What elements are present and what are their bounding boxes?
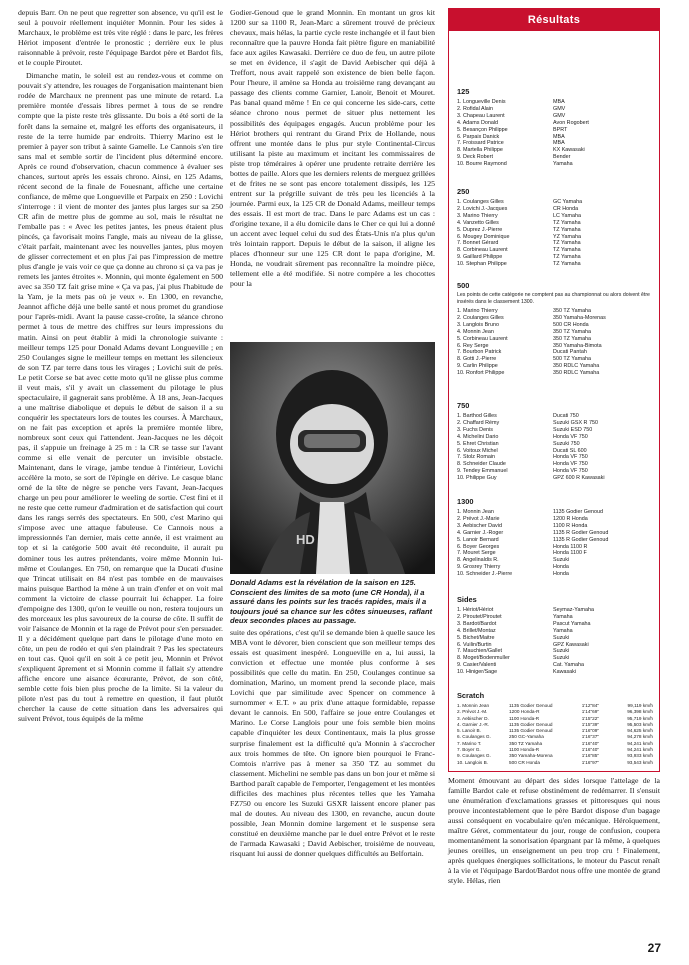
average-speed: 94,278 km/h [627,734,653,740]
result-row [457,662,653,669]
rider-name: 8. Corbineau Laurent [457,247,508,254]
machine-name: KX Kawasaki [553,147,585,154]
machine-name: TZ Yamaha [553,240,581,247]
result-row [457,199,653,206]
rider-name: 9. Carlin Philippe [457,363,498,370]
rider-name: 1. Monnin Jean [457,509,494,515]
rider-name: 6. Parpaix Danick [457,133,500,140]
machine-name: Honda VF 750 [553,461,588,468]
machine-name: Bender [553,154,571,161]
machine-name: 350 TZ Yamaha [553,308,592,314]
result-row [457,475,653,482]
machine-name: Suzuki 750 [553,440,580,447]
machine-name: GMV [553,112,566,119]
result-row [457,227,653,234]
rider-name: 2. Rofidal Alain [457,105,493,112]
results-category-1300: 1300 [457,497,474,506]
machine-name: MBA [553,133,565,140]
results-list [457,607,653,676]
result-row [457,607,653,614]
result-row [457,213,653,220]
rider-name: 7. Mouret Serge [457,550,496,557]
rider-name: 3. Langlois Bruno [457,321,499,328]
rider-name: 10. Stephan Philippe [457,261,507,268]
photo-caption: Donald Adams est la révélation de la saison en 125. Conscient des limites de sa moto (une CR Honda), il a assuré dans les points sur les tracés rapides, mais il a toujours joué sa chance sur les côtes sinueuses, raflant deux secondes places au passage. [230,578,433,626]
rider-name: 5. Lanoir B. [457,728,481,734]
rider-name: 7. Marino T. [457,740,482,746]
result-row [457,127,653,134]
machine-name: TZ Yamaha [553,247,581,254]
machine-name: TZ Yamaha [553,226,581,233]
machine-name: Seymaz-Yamaha [553,607,594,613]
machine-name: 350 TZ Yamaha [509,740,543,746]
machine-name: 350 TZ Yamaha [553,328,592,335]
rider-name: 2. Lovichi J.-Jacques [457,205,508,212]
scratch-list [457,703,653,766]
machine-name: 1135 Godier Genoud [553,509,603,515]
result-row [457,113,653,120]
result-row [457,648,653,655]
rider-name: 2. Piroutet/Piroutet [457,613,502,620]
machine-name: MBA [553,99,565,105]
rider-name: 9. Grosrey Thierry [457,564,501,571]
result-row [457,247,653,254]
rider-name: 7. Froissard Patrice [457,140,504,147]
rider-name: 2. Prévot J.-Marie [457,515,500,522]
result-row [457,363,653,370]
rider-photo [230,342,435,574]
machine-name: TZ Yamaha [553,219,581,226]
photo-hd-label: HD [296,532,315,547]
article-column-3-bottom [448,776,660,890]
rider-name: 7. Mauchien/Gallet [457,648,502,655]
rider-name: 3. Aebischer D. [457,715,489,721]
result-row [457,147,653,154]
machine-name: Avon Rogobert [553,119,589,126]
result-row [457,537,653,544]
article-column-2-top [230,8,435,292]
result-row [457,441,653,448]
rider-name: 8. Angelinaldis R. [457,557,499,564]
average-speed: 95,503 km/h [627,721,653,727]
results-category-500: 500 [457,281,470,290]
article-column-1 [18,8,223,727]
machine-name: Suzuki [553,634,570,641]
run-time: 1'14"69" [581,709,599,715]
machine-name: 500 TZ Yamaha [553,356,592,363]
result-row [457,614,653,621]
machine-name: LC Yamaha [553,212,581,219]
machine-name: 1100 R Honda [553,522,588,529]
rider-name: 9. Casier/Valenti [457,662,497,669]
result-row [457,370,653,377]
result-row [457,628,653,635]
rider-name: 3. Fuchs Denis [457,426,493,433]
machine-name: Honda [553,571,569,578]
result-row [457,550,653,557]
article-paragraph: suite des opérations, c'est qu'il se demande bien à quelle sauce les MBA vont le dévorer, bien conscient que son meilleur temps des essais est quasiment inespéré. Longueville en a, lui aussi, la conviction et effectue une montée plus conforme à ses possibilités que celle du matin. En 250, Coulanges continue sa domination, Marino, un moment prend la seconde place, mais Lovichi que par similitude avec Spencer on commence à surnommer « E.T. » au prix d'une attaque formidable, repasse devant le cannois. En 500, l'affaire se joue entre Coulanges et Marino. Le Corse Langlois pour une fois semble bien moins capable d'inquiéter les deux Continentaux, mais la plus grosse surprise finalement est la difficulté qu'a Monnin à s'accrocher aux trois hommes de tête. On ignore bien pourquoi le Franc-Comtois n'arrive pas à mener sa 350 TZ au sommet du classement. Michelini ne semble pas dans un bon jour et même si Barthod paraît capable de l'emporter, l'engagement et les montées difficiles des machines plus récentes telles que les Yamaha FZ750 ou encore les Suzuki GSXR laissent encore planer pas mal de doutes. Au niveau des 1300, en revanche, aucun doute possible, Jean Monnin domine largement et le suspense sera constitué en deuxième manche par le duel entre Prévot et le reste de l'armada Kawasaki ; David Aebischer, troisième de nouveau, risquant lui aussi de donner quelques difficultés au Belfortain. [230,628,435,859]
result-row [457,621,653,628]
rider-name: 9. Gaillard Philippe [457,254,503,261]
result-row [457,669,653,676]
rider-name: 7. Bourbon Patrick [457,349,502,356]
machine-name: Ducati SL 600 [553,447,587,454]
result-row [457,254,653,261]
rider-name: 5. Corbineau Laurent [457,335,508,342]
machine-name: GC Yamaha [553,199,583,205]
machine-name: 1100 Honda-R [509,715,540,721]
result-row [457,557,653,564]
rider-name: 1. Barthod Gilles [457,413,497,419]
result-row [457,329,653,336]
rider-name: 9. Tendey Emmanuel [457,468,508,475]
machine-name: YZ Yamaha [553,233,581,240]
rider-name: 7. Bonnet Gérard [457,240,499,247]
rider-name: 3. Aebischer David [457,522,502,529]
average-speed: 95,719 km/h [627,715,653,721]
rider-name: 5. Besançon Philippe [457,126,508,133]
machine-name: 350 RDLC Yamaha [553,370,600,377]
result-row [457,571,653,578]
run-time: 1'15"39" [581,721,599,727]
result-row [457,509,653,516]
run-time: 1'16"40" [581,740,599,746]
result-row [457,322,653,329]
rider-name: 10. Hiniger/Sage [457,669,498,676]
result-row [457,206,653,213]
result-row [457,635,653,642]
rider-name: 6. Boyer Georges [457,543,500,550]
results-category-125: 125 [457,87,470,96]
rider-name: 4. Brillet/Montaz [457,627,496,634]
machine-name: GPZ Kawasaki [553,641,589,648]
result-row [457,434,653,441]
rider-name: 6. Rey Serge [457,342,489,349]
machine-name: 500 CR Honda [553,321,589,328]
result-row [457,315,653,322]
machine-name: 350 Yamaha-Bimota [553,342,602,349]
average-speed: 93,543 km/h [627,759,653,765]
rider-name: 8. Moget/Bodenmuller [457,655,510,662]
rider-name: 9. Coulanges G. [457,753,491,759]
rider-name: 4. Garnier J.-Roger [457,529,504,536]
machine-name: Kawasaki [553,669,577,676]
rider-name: 4. Garnier J.-R. [457,721,490,727]
result-row [457,99,653,106]
machine-name: Ducati 750 [553,413,579,419]
rider-name: 8. Martella Philippe [457,147,503,154]
machine-name: 1200 R Honda [553,515,588,522]
rider-name: 2. Chaffard Rémy [457,419,500,426]
rider-name: 2. Coulanges Gilles [457,314,504,321]
rider-name: 4. Adams Donald [457,119,499,126]
page-number: 27 [647,941,661,955]
machine-name: Honda VF 750 [553,454,588,461]
result-row [457,544,653,551]
machine-name: CR Honda [553,205,579,212]
machine-name: Suzuki [553,648,570,655]
machine-name: 1135 Godier Genoud [509,721,553,727]
machine-name: TZ Yamaha [553,254,581,261]
result-row [457,427,653,434]
average-speed: 96,398 km/h [627,709,653,715]
average-speed: 93,933 km/h [627,753,653,759]
rider-name: 10. Ronfort Philippe [457,370,505,377]
machine-name: Yamaha [553,161,573,168]
rider-name: 5. Lanoir Bernard [457,536,499,543]
run-time: 1'16"97" [581,759,599,765]
result-row [457,413,653,420]
result-row [457,454,653,461]
machine-name: Cat. Yamaha [553,662,584,669]
machine-name: Suzuki GSX R 750 [553,419,598,426]
rider-name: 10. Bourre Raymond [457,161,507,168]
machine-name: Honda 1100 R [553,543,588,550]
rider-name: 6. Mougey Dominique [457,233,510,240]
rider-name: 5. Bichet/Maitre [457,634,495,641]
machine-name: Yamaha [553,613,573,620]
result-row [457,530,653,537]
machine-name: 350 Yamaha-Morena [509,753,553,759]
rider-name: 5. Duprez J.-Pierre [457,226,503,233]
rider-name: 10. Schneider J.-Pierre [457,571,513,578]
results-list [457,99,653,168]
machine-name: 1200 Honda-R [509,709,540,715]
result-row [457,106,653,113]
rider-name: 1. Longueville Denis [457,99,506,105]
run-time: 1'16"37" [581,734,599,740]
run-time: 1'16"85" [581,753,599,759]
result-row [457,308,653,315]
machine-name: 500 CR Honda [509,759,541,765]
rider-name: 3. Bardot/Bardot [457,620,497,627]
average-speed: 94,241 km/h [627,740,653,746]
result-row [457,336,653,343]
result-row [457,154,653,161]
results-box [448,8,660,772]
rider-name: 1. Monnin Jean [457,703,490,708]
machine-name: Suzuki ESD 750 [553,426,593,433]
machine-name: Honda VF 750 [553,468,588,475]
machine-name: 1135 Godier Genoud [509,728,553,734]
rider-name: 6. Coulanges G. [457,734,491,740]
results-list [457,413,653,482]
rider-name: 8. Gotti J.-Pierre [457,356,497,363]
result-row [457,516,653,523]
rider-name: 1. Marino Thierry [457,308,498,314]
machine-name: Suzuki [553,557,570,564]
article-column-2-bottom [230,628,435,862]
machine-name: GPZ 600 R Kawasaki [553,475,605,482]
machine-name: Ducati Pantah [553,349,587,356]
result-row [457,161,653,168]
machine-name: Honda [553,564,569,571]
result-row [457,356,653,363]
rider-name: 7. Boyer G. [457,747,481,753]
rider-name: 6. Vuilin/Burtin [457,641,492,648]
machine-name: 1100 Honda-R [509,747,540,753]
results-list [457,308,653,377]
machine-name: 1135 R Godier Genoud [553,536,609,543]
results-500-note: Les points de cette catégorie ne comptent pas au championnat ou alors doivent être insérés dans le classement 1300. [457,292,650,305]
result-row [457,120,653,127]
results-list [457,199,653,268]
result-row [457,564,653,571]
rider-name: 4. Monnin Jean [457,328,494,335]
run-time: 1'16"09" [581,728,599,734]
results-category-scratch: Scratch [457,691,485,700]
average-speed: 94,625 km/h [627,728,653,734]
rider-name: 1. Coulanges Gilles [457,199,504,205]
result-row [457,655,653,662]
run-time: 1'12"84" [581,703,599,708]
article-paragraph: Dimanche matin, le soleil est au rendez-vous et comme on pouvait s'y attendre, les rouages de l'organisation maintenant bien rodée de Marchaux ne prennent pas une minute de retard. La première montée d'essais libres permet à tous de se rendre compte que la piste reste très glissante. Du bois a été sorti de la forêt dans la semaine et, malgré les efforts des organisateurs, il reste de la terre humide par endroits. Thierry Marino est le premier à payer son tribut à sainte Gamelle. Le Cannois s'en tire sans mal et semble sortir de l'incident plus déterminé encore. Après ce round d'observation, chacun commence à évaluer ses chances, surtout après les essais chrono. Ainsi, en 125 Adams, récent second de la finale de Fouesnant, affiche une certaine confiance, de même que Longueville et Parpaix en 250 : Lovichi s'interroge : il vient de monter des jantes plus larges sur sa 250 CR afin de mettre plus de gomme au sol, mais le résultat ne l'emballe pas : « Avec les petites jantes, les pneus étaient plus pincés, ça favorisait moins l'angle, mais au niveau de la glisse, c'était parfait, maintenant avec les nouvelles jantes, plus moyen de glisser correctement et en plus j'ai pas l'impression de mettre plus d'angle je vais voir ce que ça donne au chrono si ça va pas je remets les jantes étroites ». Monnin, qui monte également en 500 avec sa 350 TZ fait grise mine « Ça va pas, j'ai plus l'habitude de la Yam, je la mets pas où je veux ». En 1300, en revanche, Jeannot affiche déjà une belle santé et nous promet du grandiose pour l'après-midi. Avant la pause casse-croûte, la séance chrono permet à tous de mettre des chiffres sur leurs impressions du matin. Ainsi on peut établir à midi la chronologie suivante : meilleur temps 125 pour Donald Adams devant Longueville ; en 250 Coulanges signe le meilleur temps en mettant les silencieux de son TZ par terre dans tous les virages ; Lovichi suit de près. Le petit Corse se bat avec cette moto qu'il ne glisse plus comme il veut mais, s'il y avait un classement du pilotage le plus spectaculaire, il gagnerait sans problème. À 18 ans, Jean-Jacques a une maîtrise diabolique et depuis le début de saison il a su conquérir les spectateurs lors de toutes les courses. À Marchaux, on ne fait pas exception et après la première montée libre, nombreux sont ceux qui l'attendent. Jean-Jacques ne les déçoit pas, il s'appuie un freinage à 25 m : la CR se tasse sur l'avant comme si elle venait de percuter un invisible obstacle. Maintenant, dans le virage, jambe tendue à l'intérieur, Lovichi accélère la moto, se sort de l'épingle en dérive. Le casque blanc orné de la tête de nègre se penche vers l'avant, Jean-Jacques charge un peu pour améliorer le weeling de sortie. C'est fini et il ne reste que cette rumeur d'admiration et de satisfaction qui court dans les rangs serrés des spectateurs. En 500, c'est Marino qui s'impose avec une attaque fabuleuse. Ce Cannois nous a impressionnés l'an dernier, mais cette année, il est vraiment au top et si la catégorie 500 avait été reconduite, il aurait pu dominer tous les autres prétendants, voire même Monnin lui-même et Coulanges. En 750, on remarque que la Ducati d'usine que Trincat utilisait en 84 n'est pas tombée en de mauvaises mains puisque Barthod la mène à un train d'enfer et on voit mal comment la victoire de classe pourrait lui échapper. La foire d'empoigne des 1300, qu'on le veuille ou non, restera toujours un des morceaux les plus savoureux de la course de côte. Il suffit de voir l'aisance de Monnin et la rage de Prévot pour s'en persuader. Il y a décidément quelque part dans le pilotage d'une moto en côte, un peu de rodéo et qui s'en plaindrait ? Pas les spectateurs en tout cas. Quoi qu'il en soit à ce petit jeu, Monnin et Prévot s'expliquent âprement et si Monnin comme il fallait s'y attendre affiche encore une aisance écœurante, Prévot, de son côté, semble cette fois bien plus proche de la limite. Si la valeur du pilote n'est pas du tout à remettre en question, il faut plutôt chercher la cause de cette situation dans les adversaires qui suivent Prévot, tous équipés de la même [18,71,223,724]
machine-name: GMV [553,105,566,112]
run-time: 1'16"40" [581,747,599,753]
machine-name: 1135 R Godier Genoud [553,529,609,536]
result-row [457,261,653,268]
machine-name: 1135 Godier Genoud [509,703,553,708]
machine-name: Suzuki [553,655,570,662]
result-row [457,349,653,356]
machine-name: TZ Yamaha [553,261,581,268]
results-category-750: 750 [457,401,470,410]
result-row [457,523,653,530]
rider-name: 5. Ehret Christian [457,440,499,447]
rider-name: 10. Langlois B. [457,759,489,765]
rider-name: 2. Prévot J.-M. [457,709,488,715]
machine-name: 350 TZ Yamaha [553,335,592,342]
rider-name: 1. Hériot/Hériot [457,607,494,613]
result-row [457,420,653,427]
rider-name: 3. Chapeau Laurent [457,112,505,119]
machine-name: 250 GC-Yamaha [509,734,544,740]
result-row [457,134,653,141]
result-row [457,343,653,350]
machine-name: 350 RDLC Yamaha [553,363,600,370]
result-row [457,220,653,227]
results-list [457,509,653,578]
results-title: Résultats [449,9,659,31]
machine-name: Honda 1100 F [553,550,587,557]
rider-name: 4. Michelini Dario [457,433,499,440]
average-speed: 99,119 km/h [627,703,653,708]
result-row [457,468,653,475]
average-speed: 94,241 km/h [627,747,653,753]
machine-name: 350 Yamaha-Morenas [553,314,606,321]
article-paragraph: depuis Barr. On ne peut que regretter son absence, vu qu'il est le seul à pouvoir réellement inquiéter Monnin. Pour les sides à Marchaux, le problème est très vite réglé : dans le parc, les frères Hériot imposent d'entrée le pronostic ; derrière eux le plus raisonnable à prévoir, reste l'équipage Bardot père et Bardot fils, et le couple Piroutet. [18,8,223,68]
machine-name: Pascut Yamaha [553,620,591,627]
result-row [457,240,653,247]
rider-name: 6. Voitoux Michel [457,447,498,454]
rider-name: 8. Schneider Claude [457,461,506,468]
result-row [457,448,653,455]
results-category-sides: Sides [457,595,477,604]
result-row [457,642,653,649]
rider-name: 9. Deck Robert [457,154,493,161]
article-paragraph: Godier-Genoud que le grand Monnin. En montant un gros kit 1200 sur sa 1100 R, Jean-Marc a sûrement trouvé de précieux chevaux, mais hélas, la partie cycle reste inchangée et il faut bien reconnaître que la pauvre Honda fait piètre figure en maniabilité face aux agiles Kawasaki. Derrière ce duo de feu, un autre pilote se met en évidence, il s'agit de David Aebischer qui déjà à Treffort, nous avait rappelé son existence de bien belle façon. Pour l'heure, il amène sa Honda au troisième rang devançant au passage des clients comme Garnier, Lanoir, Benoit et Mouret. Pas banal quand même ! En ce qui concerne les side-cars, cette séance chrono nous permet de situer plus nettement les possibilités des équipages engagés. Aucun problème pour les Hériot brothers qui rentrant du Grand Prix de Hollande, nous offrent une montée dans le plus pur style Continental-Circus utilisant la piste au maximum et incitant les commissaires de piste trop téméraires à opérer une prudente retraite derrière les bottes de paille. Alors que les derniers relents de merguez grillées et de frites ne se sont pas encore totalement dissipés, les 125 entrent sur la prégrille suivant de très peu les licenciés à la journée. Parmi eux, la 125 CR de Donald Adams, meilleur temps des essais. Il est mort de trac. Dans le parc Adams est un cas : d'origine texane, il a élu domicile dans le Cher ce qui lui a donné un accent avec lequel celui du sud des États-Unis n'a plus qu'un très lointain rapport. Depuis le début de la saison, il aligne les places d'honneur sur une 125 CR dont le papa d'origine, M. Honda, ne voudrait sûrement pas reconnaître la moindre pièce, tellement elle a été modifiée. Si notre compère a les chocottes pour la [230,8,435,289]
result-row [457,461,653,468]
machine-name: BPRT [553,126,568,133]
machine-name: Honda VF 750 [553,433,588,440]
article-paragraph: Moment émouvant au départ des sides lorsque l'attelage de la famille Bardot cale et refuse obstinément de redémarrer. Il s'ensuit une énumération d'exclamations grasses et pittoresques qui nous prouve incontestablement que le père Bardot dispose d'un bagage aussi conséquent en vocabulaire qu'en mécanique. Héroïquement, maître Géret, commentateur du jour, rouge de confusion, coupera momentanément la sonorisation épargnant par là même, à quelques jeunes oreilles, un enseignement un peu trop cru ! Finalement, après quelques énergiques sollicitations, le moteur du Pascut renaît à la vie et l'équipage Bardot/Bardot nous offre une montée de grand style. Hélas, rien [448,776,660,886]
result-row [457,140,653,147]
rider-name: 10. Philippe Guy [457,475,497,482]
rider-name: 3. Marino Thierry [457,212,498,219]
rider-name: 7. Stolz Romain [457,454,496,461]
machine-name: Yamaha [553,627,573,634]
results-category-250: 250 [457,187,470,196]
scratch-row [457,760,653,766]
rider-name: 4. Vanzetto Gilles [457,219,499,226]
result-row [457,234,653,241]
run-time: 1'15"22" [581,715,599,721]
machine-name: MBA [553,140,565,147]
